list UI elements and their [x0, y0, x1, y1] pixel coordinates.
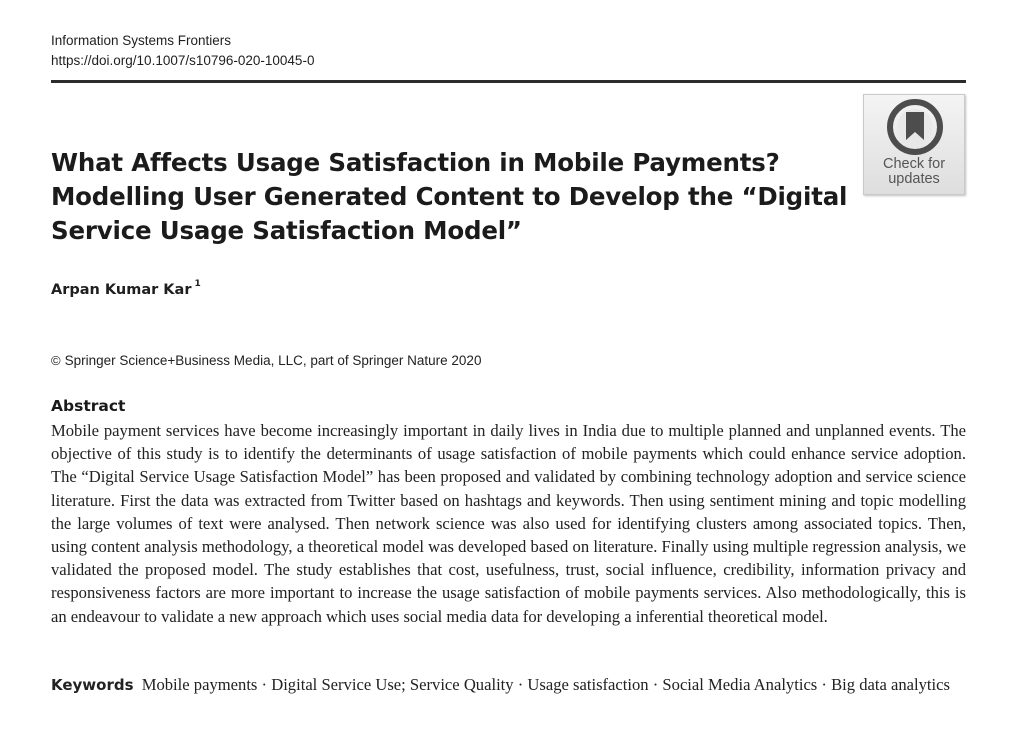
affiliation-mark[interactable]: 1	[194, 279, 201, 289]
bookmark-ring-icon	[886, 98, 944, 156]
badge-line-2: updates	[888, 171, 940, 187]
journal-name: Information Systems Frontiers	[51, 33, 232, 48]
check-for-updates-button[interactable]	[863, 94, 965, 195]
abstract-heading: Abstract	[51, 397, 126, 415]
author-name[interactable]: Arpan Kumar Kar	[51, 281, 192, 298]
author-line	[51, 281, 201, 298]
abstract-body: Mobile payment services have become increasingly important in daily lives in India due to multiple planned and unplanned events. The objective of this study is to identify the determinants of usage satisfaction of mobile payments which could enhance service adoption. The “Digital Service Usage Satisfaction Model” has been proposed and validated by combining technology adoption and service science literature. First the data was extracted from Twitter based on hashtags and keywords. Then using sentiment mining and topic modelling the large volumes of text were analysed. Then network science was also used for identifying clusters among associated topics. Then, using content analysis methodology, a theoretical model was developed based on literature. Finally using multiple regression analysis, we validated the proposed model. The study establishes that cost, usefulness, trust, social influence, credibility, information privacy and responsiveness factors are more important to increase the usage satisfaction of mobile payments services. Also methodologically, this is an endeavour to validate a new approach which uses social media data for developing a inferential theoretical model.	[51, 421, 966, 626]
copyright-line	[51, 353, 481, 368]
keywords-label: Keywords	[51, 676, 134, 694]
paper-title: What Affects Usage Satisfaction in Mobile Payments? Modelling User Generated Content to Develop the “Digital Service Usage Satisfaction Model”	[51, 148, 848, 245]
keywords-list: Mobile payments · Digital Service Use; Service Quality · Usage satisfaction · Social Media Analytics · Big data analytics	[141, 675, 950, 694]
copyright-symbol: ©	[51, 353, 61, 368]
doi-link[interactable]: https://doi.org/10.1007/s10796-020-10045-0	[51, 53, 315, 68]
journal-header	[51, 31, 314, 71]
keywords-section	[51, 673, 966, 698]
copyright-text: Springer Science+Business Media, LLC, part of Springer Nature 2020	[64, 353, 482, 368]
badge-label	[864, 157, 964, 187]
badge-line-1: Check for	[882, 156, 946, 172]
header-divider	[51, 80, 966, 83]
